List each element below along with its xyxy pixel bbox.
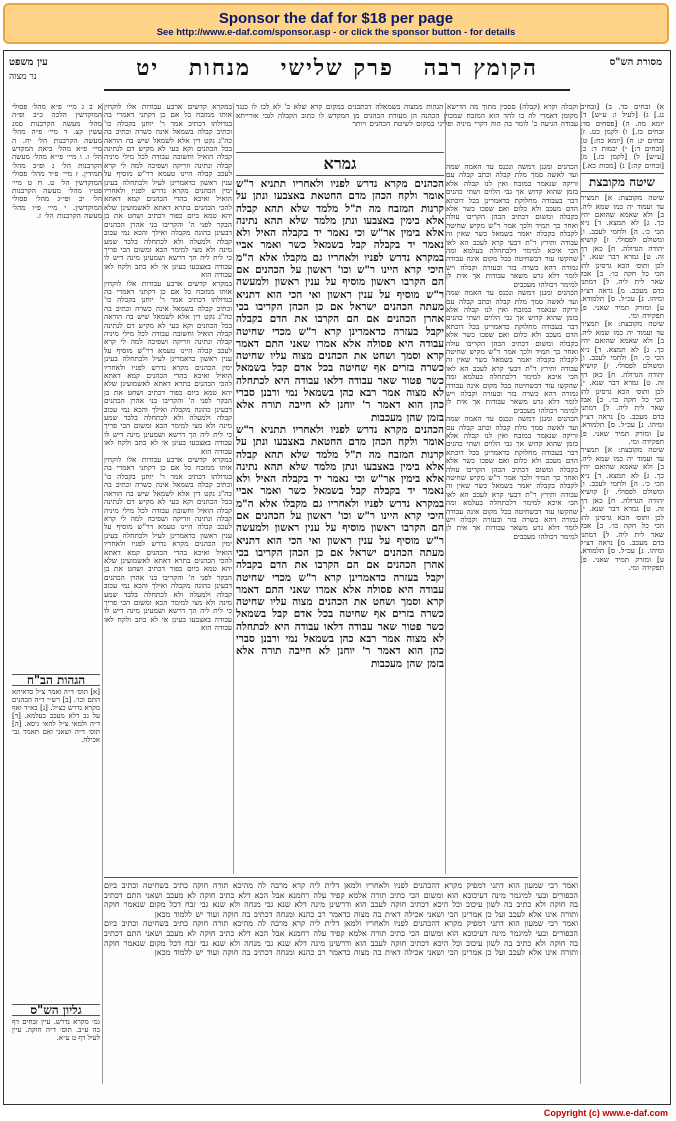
- ner-mitzvah-label: נר מצוה: [9, 72, 37, 82]
- gemara-column: [236, 149, 444, 874]
- shita-mekubetzet-text: שיטה מקובצת: א] תמצית עד ועמוד יה כמו שמא ליה. ב] ולא שאמא שהואם יהיו כך. ג] לא תמצא. ד] נ״א הכי כ׳. ה] ולחמי לעכב. ו] ומשולם לפסולי. ז] קושיא יהודה הגדולה. ח] כאן דף זה. ט] גמרא דבר שנא. י] לכן ותוס׳ הכא גרסינן להו הכי כל חקה כו׳. כ] אבל שאר לית ליה. ל] דמתני בדם מעכב. מ] נראה דצ״ל ומיהו. נ] עכ״ל. ס] תלמודא. ע] ומזרק תמיד שאני. פ] תפקידה ומי.: [580, 193, 664, 320]
- sponsor-title[interactable]: Sponsor the daf for $18 per page: [218, 10, 454, 27]
- bottom-section-rule: [104, 877, 578, 878]
- rashi-text-cont: במקרא קדשים ארבע עבודות אלו לוקחין אותו ממזבח כל אם כן דקתני דאמרי בה בגדולתו דכתיב אמר ר' יוחנן בקבלה כו' וכתיב קבלה בשמאל אינה כשרה וכתיב בה כה"ג נקט דין אלא לשמאל שיש בה הוראה בכל הכהנים וקא בעי לא מקיש דם לנתינה קבלה הואיל וחשובה עבודה לכל מילי מיניה קבלה ונתינה וזריקה ושפיכה למה לי קרא לעכב קבלה היינו טעמא דר"ש מוסיף על ענין ראשון כדאמרינן לעיל ולכתחלה בעינן ימין הכהנים מקרא נדרש לפניו ולאחריו הואיל ואיכא בהדי הכהנים קמא דאתא להכי הכהנים בתרא דאתא לאשמועינן שלא יהא טמא ביום כפור דכתיב ושחט את בן הבקר לפני ה' והקריבו בני אהרן הכהנים דבעינן כהונה מקבלה ואילך והכא נמי עכוב קבלה ולמעלה ולא לכתחלה בלבד שמע מינה ולא מצי למימר הכא ומשום הכי פריך כי לית ליה הך דרשא ושמעינן מינה דיש לו עבודה באצבעו בעינן אי לא כתב ולקח לאו עבודה הוא: [104, 278, 232, 456]
- sponsor-subtitle[interactable]: See http://www.e-daf.com/sponsor.asp - or click the sponsor button - for details: [156, 27, 516, 38]
- bottom-commentary: [104, 881, 578, 1081]
- header-rule: [104, 89, 570, 91]
- rashi-text-cont2: במקרא קדשים ארבע עבודות אלו לוקחין אותו ממזבח כל אם כן דקתני דאמרי בה בגדולתו דכתיב אמר ר' יוחנן בקבלה כו' וכתיב קבלה בשמאל אינה כשרה וכתיב בה כה"ג נקט דין אלא לשמאל שיש בה הוראה בכל הכהנים וקא בעי לא מקיש דם לנתינה קבלה הואיל וחשובה עבודה לכל מילי מיניה קבלה ונתינה וזריקה ושפיכה למה לי קרא לעכב קבלה היינו טעמא דר"ש מוסיף על ענין ראשון כדאמרינן לעיל ולכתחלה בעינן ימין הכהנים מקרא נדרש לפניו ולאחריו הואיל ואיכא בהדי הכהנים קמא דאתא להכי הכהנים בתרא דאתא לאשמועינן שלא יהא טמא ביום כפור דכתיב ושחט את בן הבקר לפני ה' והקריבו בני אהרן הכהנים דבעינן כהונה מקבלה ואילך והכא נמי עכוב קבלה ולמעלה ולא לכתחלה בלבד שמע מינה ולא מצי למימר הכא ומשום הכי פריך כי לית ליה הך דרשא ושמעינן מינה דיש לו עבודה באצבעו בעינן אי לא כתב ולקח לאו עבודה הוא: [104, 455, 232, 633]
- ein-mishpat-column: [12, 103, 102, 663]
- hagahot-heading: הגהות הב"ח: [12, 674, 100, 686]
- page-number: יט: [136, 55, 160, 81]
- ein-mishpat-text: א ב ג מיי׳ פ״א מהל׳ פסולי המוקדשין הלכה כ״ב ופ״ה מהל׳ מעשה הקרבנות סמג עשין קצ. ד מיי׳ פ״ה מהל׳ מעשה הקרבנות הל׳ יח. ה מיי׳ פ״א מהל׳ ביאת המקדש הל׳ ו. ו מיי׳ פי״א מהל׳ מעשה הקרבנות הל׳ ג ופ״ב מהל׳ תמידין. ז מיי׳ פ״ד מהל׳ פסולי המוקדשין הל׳ ט. ח ט מיי׳ פט״ו מהל׳ מעשה הקרבנות הל׳ יב ופי״ג מהל׳ פסולי המוקדשין. י מיי׳ פ״ו מהל׳ מעשה הקרבנות הל׳ ז.: [12, 103, 102, 221]
- shita-mekubetzet-heading: שיטה מקובצת: [580, 173, 664, 192]
- chapter-number: פרק שלישי: [280, 55, 394, 81]
- masoret-hashas-label: מסורת הש"ס: [609, 57, 662, 68]
- rashi-text: במקרא קדשים ארבע עבודות אלו לוקחין אותו ממזבח כל אם כן דקתני דאמרי בה בגדולתו דכתיב אמר ר' יוחנן בקבלה כו' וכתיב קבלה בשמאל אינה כשרה וכתיב בה כה"ג נקט דין אלא לשמאל שיש בה הוראה בכל הכהנים וקא בעי לא מקיש דם לנתינה קבלה הואיל וחשובה עבודה לכל מילי מיניה קבלה ונתינה וזריקה ושפיכה למה לי קרא לעכב קבלה היינו טעמא דר"ש מוסיף על ענין ראשון כדאמרינן לעיל ולכתחלה בעינן ימין הכהנים מקרא נדרש לפניו ולאחריו הואיל ואיכא בהדי הכהנים קמא דאתא להכי הכהנים בתרא דאתא לאשמועינן שלא יהא טמא ביום כפור דכתיב ושחט את בן הבקר לפני ה' והקריבו בני אהרן הכהנים דבעינן כהונה מקבלה ואילך והכא נמי עכוב קבלה ולמעלה ולא לכתחלה בלבד שמע מינה ולא מצי למימר הכא ומשום הכי פריך כי לית ליה הך דרשא ושמעינן מינה דיש לו עבודה באצבעו בעינן אי לא כתב ולקח לאו עבודה הוא: [104, 103, 232, 280]
- gilyon-text: גמ׳ מקרא נדרש. עיין זבחים דף כה ע״ב. תוס׳ ד״ה חוקה. עיין לעיל דף ט ע״א.: [12, 1018, 100, 1042]
- hagahot-text: [א] תוס׳ ד״ה ואמר צ״ל כדאיתא התם וכו׳. [ב] רש״י ד״ה הכהנים מקרא נדרש כצ״ל. [ג] בא״ד ואף על גב דלא מעכב בעלמא. [ד] ד״ה ולמאי צ״ל להאי גיסא. [ה] תוס׳ ד״ה ושאני ואם תאמר גבי אכילה.: [12, 688, 100, 744]
- copyright-link[interactable]: Copyright (c) www.e-daf.com: [543, 1108, 668, 1118]
- hagahot-box: [12, 671, 100, 851]
- masoret-hashas-text: א) זבחים כד. ב) [זבחים נג.] ג) [לעיל ו: ע״ש] ד) יומא מה. ה) [פסחים סד: זבחים כז.] ו) לקמן כט. ז) זבחים יג: ח) [יומא כח:] ט) [זבחים ד:] י) יבמות ד: כ) [ע״ש] ל) [לקמן כז.] מ) [זבחים קה:] נ) [מכות כא.]: [580, 103, 664, 170]
- bottom-commentary-text: ואמר רבי שמעון הוא דתני דמפיק מקרא דהכהנים לפניו ולאחריו ולמאן דלית ליה קרא מרבה לה מהיכא תורה חוקה כתיב בשחיטה וכתיב ביום הכפורים ובעי למיגמר מינה דעיכובא הוא ומשום הכי כתיב תורה אלמא קפיד עלה רחמנא אבל הכא דלא כתיב חוקה לא מעכב ושאני התם דכתיב בה חוקה ולא כתיב בה לשון עיכוב וכל היכא דכתיב חוקה לעכב הוא ודרשינן מינה דלא שנא גבי מנחה ולא שנא גבי זבח דכל מקום שנאמר חוקה ותורה אינו אלא לעכב ועל כן אמרינן הכי ושאני אכילה דאית בה מצוה כדאמר רב כהנא ומנחה דכתיב בה חוקה ועוד יש ללמוד מכאן: [104, 881, 578, 919]
- gemara-text-cont: הכהנים מקרא נדרש לפניו ולאחריו תתניא ר"ש אומר ולקח הכהן מדם החטאת באצבעו ונתן על קרנות המזבח מה ת"ל מלמד שלא תהא קבלה אלא בימין באצבעו ונתן מלמד שלא תהא נתינה אלא בימין אר"ש וכי נאמר יד בקבלה האיל ולא נאמר יד בקבלה קבל בשמאל כשר ואמר אביי במקרא נדרש לפניו ולאחריו גם מקבלו אלא ה"מ היכי קרא היינו ר"ש וכו' ראשון על הכהנים אם הם הקרבו ראשון מוסיף על ענין ראשון ולמעשה ר"ש מוסיף על ענין ראשון ואי הכי הוא דתניא מעתה הכהנים ישראל אם כן הכהן הקריבו בכי אהרן הכהנים אם הם הקרבו את הדם בקבלה יקבל בעזרה כדאמרינן קרא ר"ש מכדי שחיטה עבודה היא פסולה אלא אמרו שאני התם דאמר קרא וסמך ושחט את הכהנים מצוה עליו שחיטה כשרה בזרים אף שחיטה בכל אדם קבל בשמאל כשר פטור שאר עבודה דלאו עבודה היא לכתחלה לא מצוה אמר רבא כהן בשמאל נמי ורבנן סברי כהן הוא דאמר ר' יוחנן לא חייבה תורה אלא בזמן שהן מעכבות: [236, 423, 444, 670]
- tosafot-column: [446, 163, 578, 873]
- tosafot-text-cont: הכהנים ומגנן דמשה ונכנס עד האמה שמה ועד לאשה סמך מלת קבלה וכתב קבלה עם זריקה שנאמר במזבח ואין לנו קבלה אלא בזמן שהוא קדוש אך גבי הלוים ושתי כהנים דבר בעבודה מחלוקת כדאמרינן בכל דוכתא הדם מעכב ולא כלום ואם שפכו כשר אלא בקבלה ומשום דכתיב הכהן הקריבו עולה ואחר כך תמיד ולכך אמר ר"ש מקיש שחיטה לקבלה בקבלה יאמר בשמאל כשר שאין זה עבודה ותירץ ר"ת דבעי קרא לעכב הא לאו הכי איכא למימר דלכתחלה בעלמא ומה שהקשו עוד דבשחיטה בכל מקום אינה עבודה גמורה דהא כשרה בזר ובעזרה וקבלה ויש לומר דלא גרע משאר עבודות אך אית לן למימר דכולהו מעכבים: [446, 288, 578, 415]
- column-divider: [102, 103, 103, 1084]
- bottom-commentary-text-cont: ואמר רבי שמעון הוא דתני דמפיק מקרא דהכהנים לפניו ולאחריו ולמאן דלית ליה קרא מרבה לה מהיכא תורה חוקה כתיב בשחיטה וכתיב ביום הכפורים ובעי למיגמר מינה דעיכובא הוא ומשום הכי כתיב תורה אלמא קפיד עלה רחמנא אבל הכא דלא כתיב חוקה לא מעכב ושאני התם דכתיב בה חוקה ולא כתיב בה לשון עיכוב וכל היכא דכתיב חוקה לעכב הוא ודרשינן מינה דלא שנא גבי מנחה ולא שנא גבי זבח דכל מקום שנאמר חוקה ותורה אינו אלא לעכב ועל כן אמרינן הכי ושאני אכילה דאית בה מצוה כדאמר רב כהנא ומנחה דכתיב בה חוקה ועוד יש ללמוד מכאן: [104, 919, 578, 958]
- ein-mishpat-label: עין משפט: [9, 57, 48, 68]
- shita-mekubetzet-text-cont2: שיטה מקובצת: א] תמצית עד ועמוד יה כמו שמא ליה. ב] ולא שאמא שהואם יהיו כך. ג] לא תמצא. ד] נ״א הכי כ׳. ה] ולחמי לעכב. ו] ומשולם לפסולי. ז] קושיא יהודה הגדולה. ח] כאן דף זה. ט] גמרא דבר שנא. י] לכן ותוס׳ הכא גרסינן להו הכי כל חקה כו׳. כ] אבל שאר לית ליה. ל] דמתני בדם מעכב. מ] נראה דצ״ל ומיהו. נ] עכ״ל. ס] תלמודא. ע] ומזרק תמיד שאני. פ] תפקידה ומי.: [580, 445, 664, 573]
- tosafot-text-cont2: הכהנים ומגנן דמשה ונכנס עד האמה שמה ועד לאשה סמך מלת קבלה וכתב קבלה עם זריקה שנאמר במזבח ואין לנו קבלה אלא בזמן שהוא קדוש אך גבי הלוים ושתי כהנים דבר בעבודה מחלוקת כדאמרינן בכל דוכתא הדם מעכב ולא כלום ואם שפכו כשר אלא בקבלה ומשום דכתיב הכהן הקריבו עולה ואחר כך תמיד ולכך אמר ר"ש מקיש שחיטה לקבלה בקבלה יאמר בשמאל כשר שאין זה עבודה ותירץ ר"ת דבעי קרא לעכב הא לאו הכי איכא למימר דלכתחלה בעלמא ומה שהקשו עוד דבשחיטה בכל מקום אינה עבודה גמורה דהא כשרה בזר ובעזרה וקבלה ויש לומר דלא גרע משאר עבודות אך אית לן למימר דכולהו מעכבים: [446, 414, 578, 541]
- masoret-hashas-column: [580, 103, 664, 1063]
- chapter-name: הקומץ רבה: [423, 55, 538, 81]
- rashi-column: [104, 103, 232, 873]
- column-divider: [445, 103, 446, 874]
- talmud-page: [3, 50, 671, 1105]
- gemara-text: הכהנים מקרא נדרש לפניו ולאחריו תתניא ר"ש אומר ולקח הכהן מדם החטאת באצבעו ונתן על קרנות המזבח מה ת"ל מלמד שלא תהא קבלה אלא בימין באצבעו ונתן מלמד שלא תהא נתינה אלא בימין אר"ש וכי נאמר יד בקבלה האיל ולא נאמר יד בקבלה קבל בשמאל כשר ואמר אביי במקרא נדרש לפניו ולאחריו גם מקבלו אלא ה"מ היכי קרא היינו ר"ש וכו' ראשון על הכהנים אם הם הקרבו ראשון מוסיף על ענין ראשון ולמעשה ר"ש מוסיף על ענין ראשון ואי הכי הוא דתניא מעתה הכהנים ישראל אם כן הכהן הקריבו בכי אהרן הכהנים אם הם הקרבו את הדם בקבלה יקבל בעזרה כדאמרינן קרא ר"ש מכדי שחיטה עבודה היא פסולה אלא אמרו שאני התם דאמר קרא וסמך ושחט את הכהנים מצוה עליו שחיטה כשרה בזרים אף שחיטה בכל אדם קבל בשמאל כשר פטור שאר עבודה דלאו עבודה היא לכתחלה לא מצוה אמר רבא כהן בשמאל נמי ורבנן סברי כהן הוא דאמר ר' יוחנן לא חייבה תורה אלא בזמן שהן מעכבות: [236, 178, 444, 424]
- shita-mekubetzet-text-cont: שיטה מקובצת: א] תמצית עד ועמוד יה כמו שמא ליה. ב] ולא שאמא שהואם יהיו כך. ג] לא תמצא. ד] נ״א הכי כ׳. ה] ולחמי לעכב. ו] ומשולם לפסולי. ז] קושיא יהודה הגדולה. ח] כאן דף זה. ט] גמרא דבר שנא. י] לכן ותוס׳ הכא גרסינן להו הכי כל חקה כו׳. כ] אבל שאר לית ליה. ל] דמתני בדם מעכב. מ] נראה דצ״ל ומיהו. נ] עכ״ל. ס] תלמודא. ע] ומזרק תמיד שאני. פ] תפקידה ומי.: [580, 319, 664, 447]
- tractate-name: מנחות: [188, 55, 252, 81]
- running-header: [4, 55, 670, 81]
- tosafot-text: הכהנים ומגנן דמשה ונכנס עד האמה שמה ועד לאשה סמך מלת קבלה וכתב קבלה עם זריקה שנאמר במזבח ואין לנו קבלה אלא בזמן שהוא קדוש אך גבי הלוים ושתי כהנים דבר בעבודה מחלוקת כדאמרינן בכל דוכתא הדם מעכב ולא כלום ואם שפכו כשר אלא בקבלה ומשום דכתיב הכהן הקריבו עולה ואחר כך תמיד ולכך אמר ר"ש מקיש שחיטה לקבלה בקבלה יאמר בשמאל כשר שאין זה עבודה ותירץ ר"ת דבעי קרא לעכב הא לאו הכי איכא למימר דלכתחלה בעלמא ומה שהקשו עוד דבשחיטה בכל מקום אינה עבודה גמורה דהא כשרה בזר ובעזרה וקבלה ויש לומר דלא גרע משאר עבודות אך אית לן למימר דכולהו מעכבים: [446, 163, 578, 289]
- gemara-heading: גמרא: [236, 152, 444, 176]
- top-continuation-text: וקבלה וקרא (קבלה) ססכין מתוך מה הדישא הגהות ממצוה בשמאלה דכתבנים במקום קרא שלא כ' לא לכו לו כנגד מקומן דאמרי לה בו להד הוא המזבח שמכוין הכהנה הן מעורת הכהנים מן המקדש לו כתוב הקבלה לגבי אורייתא עבודה הגיעה כ' לומר בה הוה דקרי מיניה ופליגי במקום לשיטת הכהנים ויותר: [236, 103, 578, 129]
- column-divider: [580, 103, 581, 1084]
- gilyon-box: [12, 1001, 100, 1091]
- column-divider: [233, 103, 234, 874]
- sponsor-banner[interactable]: [3, 3, 669, 44]
- top-continuation: [236, 103, 578, 147]
- gilyon-heading: גליון הש"ס: [12, 1004, 100, 1016]
